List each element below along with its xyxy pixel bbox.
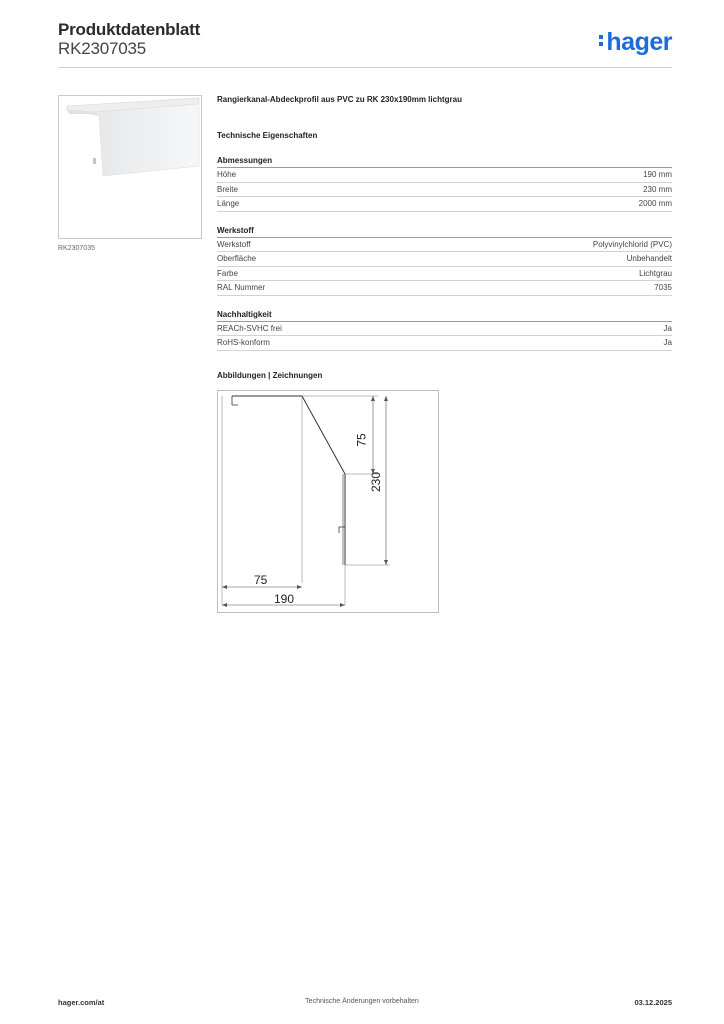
spec-value: 7035 xyxy=(654,283,672,292)
dim-label-width: 190 xyxy=(274,592,295,606)
section-title: Werkstoff xyxy=(217,226,672,238)
spec-heading: Technische Eigenschaften xyxy=(217,131,318,140)
spec-label: Werkstoff xyxy=(217,239,251,249)
spec-value: Ja xyxy=(663,338,672,347)
spec-label: Farbe xyxy=(217,268,238,278)
dim-label-height: 230 xyxy=(369,471,384,493)
product-description: Rangierkanal-Abdeckprofil aus PVC zu RK 230x190mm lichtgrau xyxy=(217,95,462,104)
profile-clip xyxy=(339,527,345,533)
spec-value: 230 mm xyxy=(643,184,672,194)
header-divider xyxy=(58,67,672,68)
product-render-image xyxy=(59,96,201,238)
footer-website-link[interactable]: hager.com/at xyxy=(58,998,105,1007)
spec-value: Unbehandelt xyxy=(626,254,672,263)
technical-drawing xyxy=(217,390,439,613)
article-number: RK2307035 xyxy=(58,39,146,58)
hager-logo xyxy=(599,28,672,57)
spec-value: Lichtgrau xyxy=(639,268,672,278)
spec-row xyxy=(217,252,672,267)
product-image xyxy=(58,95,202,239)
section-dimensions xyxy=(217,156,672,212)
spec-row xyxy=(217,168,672,183)
drawings-title: Abbildungen | Zeichnungen xyxy=(217,371,323,380)
spec-row xyxy=(217,267,672,282)
spec-row xyxy=(217,336,672,351)
dim-label-inner: 75 xyxy=(254,573,268,587)
spec-value: 2000 mm xyxy=(638,199,672,208)
logo-dots-icon xyxy=(599,34,604,48)
dim-label-slope: 75 xyxy=(354,433,369,447)
spec-label: RAL Nummer xyxy=(217,283,266,292)
section-title: Nachhaltigkeit xyxy=(217,310,672,322)
spec-value: 190 mm xyxy=(643,170,672,179)
profile-drawing xyxy=(218,391,440,614)
document-title: Produktdatenblatt xyxy=(58,20,201,39)
spec-content xyxy=(217,95,672,351)
spec-row xyxy=(217,238,672,253)
spec-label: Oberfläche xyxy=(217,254,257,263)
section-material xyxy=(217,226,672,296)
spec-label: Länge xyxy=(217,199,240,208)
spec-label: Höhe xyxy=(217,170,237,179)
spec-label: REACh-SVHC frei xyxy=(217,323,282,333)
spec-label: Breite xyxy=(217,184,238,194)
spec-label: RoHS-konform xyxy=(217,338,270,347)
logo-wordmark: hager xyxy=(606,28,672,56)
section-title: Abmessungen xyxy=(217,156,672,168)
spec-value: Polyvinylchlorid (PVC) xyxy=(592,239,672,249)
profile-left-lip xyxy=(232,396,238,405)
footer-note: Technische Änderungen vorbehalten xyxy=(305,998,419,1005)
footer-date: 03.12.2025 xyxy=(634,998,672,1007)
profile-outline xyxy=(232,396,345,565)
spec-row xyxy=(217,322,672,337)
spec-value: Ja xyxy=(663,323,672,333)
section-sustainability xyxy=(217,310,672,351)
spec-row xyxy=(217,281,672,296)
spec-row xyxy=(217,183,672,198)
spec-row xyxy=(217,197,672,212)
image-caption: RK2307035 xyxy=(58,245,95,252)
